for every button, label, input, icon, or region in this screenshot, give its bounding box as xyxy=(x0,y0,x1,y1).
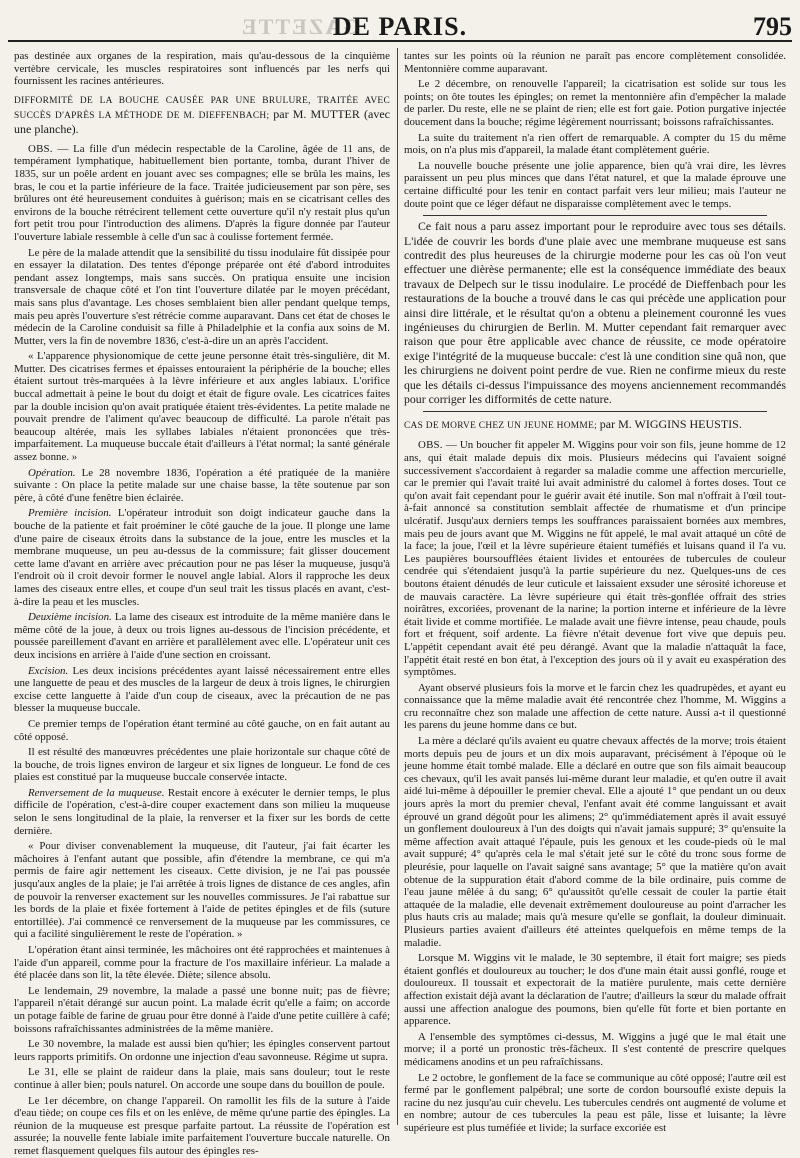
section-label: Renversement de la muqueuse. xyxy=(28,786,165,799)
paragraph-text: La lame des ciseaux est introduite de la même manière dans le même côté de la joue, à deux ou trois lignes au-dessous de l'incision précédente, et poussée pareillement d'avant en arrière et parallèlement avec elle. L'opérateur unit ces deux incisions en arrière à l'aide d'une section en croissant. xyxy=(14,611,391,661)
article-author: par M. MUTTER (avec une planche). xyxy=(14,106,390,136)
page-header xyxy=(8,14,792,42)
paragraph: La mère a déclaré qu'ils avaient eu quatre chevaux affectés de la morve; trois étaient morts depuis peu de jours et un dix mois auparavant, précisément à l'époque où le jeune homme était tombé malade. Elle a déclaré en outre que son fils aimait beaucoup ces chevaux, qu'il les avait pansés lui-même durant leur maladie, et qu'en outre il avait aidé lui-même à dépouiller le premier cheval. Elle a ajouté 1° que pendant un ou deux jours après la mort du premier cheval, l'enfant avait été comme languissant et avait éprouvé un grand dégoût pour les alimens; 2° qu'immédiatement après il avait essuyé un gonflement douloureux à l'un des doigts qui n'avait jamais suppuré; 3° qu'ensuite la même affection avait attaqué l'épaule, puis les genoux et les coude-pieds où le mal avait suppuré; 4° qu'après cela le mal s'était jeté sur le côté du tronc sous forme de pleurésie, pour laquelle on l'avait saigné sans avantage; 5° que la matière qu'on avait obtenue de la suppuration était d'abord comme de la bile ordinaire, puis comme de l'eau jaune mêlée à du sang; 6° qu'aussitôt qu'elle cessait de couler la partie était attaquée de la maladie, elle devenait extrêmement douloureuse au point d'arracher les plus hauts cris au malade; mais qu'à mesure qu'elle se gonflait, la douleur diminuait. Plusieurs parties avaient d'ailleurs été atteintes quelquefois en même temps de la maladie. xyxy=(404,735,786,949)
section-rule xyxy=(423,215,767,216)
paragraph xyxy=(14,787,390,837)
paragraph: Le père de la malade attendit que la sensibilité du tissu inodulaire fût dissipée pour en essayer la dilatation. Des tentes d'éponge préparée ont été d'abord introduites pendant assez longtemps, mais sans succès. On pratiqua ensuite une incision transversale de chaque côté et l'on tint l'ouverture dilatée par le moyen précédant, mais sans plus d'avantage. Les choses semblaient bien aller pendant quelque temps, mais peu après l'ouverture s'est rétrécie comme auparavant. Dans cet état de choses le médecin de la Caroline conduisit sa fille à Philadelphie et la confia aux soins de M. Mutter, vers la fin de novembre 1836, c'est-à-dire un an après l'accident. xyxy=(14,246,390,347)
paragraph-text: Restait encore à exécuter le dernier temps, le plus difficile de l'opération, c'est-à-dire couper exactement dans son milieu la muqueuse selon le sens longitudinal de la plaie, la renverser et la fixer sur les bords de cette dernière. xyxy=(14,786,390,837)
paragraph-text: — La fille d'un médecin respectable de la Caroline, âgée de 11 ans, de tempérament lymphatique, habituellement bien portante, tomba, durant l'hiver de 1835, sur un poêle ardent en jouant avec ses compagnes; elle se brûla les mains, les bras, le cou et la partie inférieure de la face. Traitée judicieusement par son père, ses brûlures ont été heureusement conduites à guérison; mais en se cicatrisant celles des environs de la bouche rétrécirent tellement cette ouverture qu'il n'y restait plus qu'un fort petit trou pour l'introduction des alimens. D'après la figure donnée par l'auteur l'ouverture labiale ressemble à celle d'un sac à coulisse fortement fermée. xyxy=(14,142,390,243)
section-label: Excision. xyxy=(28,664,69,677)
section-label: Deuxième incision. xyxy=(28,611,112,624)
commentary-paragraph: Ce fait nous a paru assez important pour le reproduire avec tous ses détails. L'idée de couvrir les bords d'une plaie avec une membrane muqueuse est sans contredit des plus heureuses de la chirurgie moderne pour les cas où l'on veut effectuer une dièrèse permanente; elle est la conséquence immédiate des beaux travaux de Delpech sur le tissu inodulaire. Le procédé de Dieffenbach pour les restaurations de la bouche a trouvé dans le cas qui précède une application pour ainsi dire littérale, et le résultat qu'on a obtenu a pleinement couronné les vues ingénieuses du chirurgien de Berlin. M. Mutter cependant fait remarquer avec raison que pour être applicable avec chance de réussite, ce mode opératoire exige l'intégrité de la muqueuse buccale: c'est là une condition sine quâ non, que les chirurgiens ne doivent point perdre de vue. Rien ne confirme mieux du reste que les détails ci-dessus l'impuissance des moyens anciennement recommandés pour corriger les difformités de cette nature. xyxy=(404,219,786,406)
paragraph: Ayant observé plusieurs fois la morve et le farcin chez les quadrupèdes, et ayant eu connaissance que la même maladie avait été rencontrée chez l'homme, M. Wiggins a cru reconnaître chez son malade une affection de cette nature. Aussi a-t il questionné les parens du jeune homme dans ce but. xyxy=(404,681,786,732)
paragraph: Ce premier temps de l'opération étant terminé au côté gauche, on en fait autant au côté opposé. xyxy=(14,717,390,743)
paragraph xyxy=(14,467,390,505)
paragraph: Le 31, elle se plaint de raideur dans la plaie, mais sans douleur; tout le reste continue à aller bien; pouls naturel. On accorde une soupe dans du bouillon de poule. xyxy=(14,1066,390,1091)
paragraph xyxy=(14,143,390,244)
paragraph: La nouvelle bouche présente une jolie apparence, bien qu'à vrai dire, les lèvres paraissent un peu plus minces que dans l'état naturel, et que la malade éprouve une certaine difficulté pour les tenir en contact parfait vers leur milieu; mais l'auteur ne doute point que ce léger défaut ne disparaisse complètement avec le temps. xyxy=(404,159,786,210)
paragraph xyxy=(14,665,390,715)
paragraph-text: Les deux incisions précédentes ayant laissé nécessairement entre elles une languette de peau et des muscles de la largeur de deux à trois lignes, le chirurgien excise cette languette à l'aide d'un coup de ciseaux, avec la précaution de ne pas blesser la muqueuse buccale. xyxy=(14,664,390,715)
section-label: Opération. xyxy=(28,466,76,479)
column-divider xyxy=(397,48,398,1125)
obs-label: OBS. xyxy=(28,142,53,155)
paragraph: « L'apparence physionomique de cette jeune personne était très-singulière, dit M. Mutter. Des cicatrises fermes et épaisses entouraient la périphérie de la bouche; elles étaient surtout très-marquées à la lèvre inférieure et aux angles labiaux. L'orifice buccal admettait à peine le bout du doigt et était de figure ovale. Les cicatrices faites par la double incision qu'on avait pratiquée étaient très-évidentes. La petite malade ne pouvait prendre de l'aliment qu'avec beaucoup de difficulté. La parole n'était pas beaucoup altérée, mais les syllabes labiales n'étaient prononcées que très-imparfaitement. La muqueuse buccale était d'ailleurs à l'état normal; la santé générale assez bonne. » xyxy=(14,350,390,464)
paragraph: L'opération étant ainsi terminée, les mâchoires ont été rapprochées et maintenues à l'aide d'un appareil, comme pour la fracture de l'os maxillaire inférieur. La malade a été placée dans son lit, la tête élevée. Diète; silence absolu. xyxy=(14,944,390,982)
article-title xyxy=(14,94,390,137)
paragraph xyxy=(404,439,786,678)
article-title xyxy=(404,418,786,433)
paragraph: Le lendemain, 29 novembre, la malade a passé une bonne nuit; pas de fièvre; l'appareil n'était dérangé sur aucun point. La malade écrit qu'elle a faim; on accorde un potage faible de farine de gruau pour être donné à l'aide d'une petite cuillère à café; boissons rafraîchissantes administrées de la même manière. xyxy=(14,984,390,1035)
page-number: 795 xyxy=(753,12,792,41)
paragraph xyxy=(14,611,390,661)
section-rule xyxy=(423,411,767,412)
paragraph: tantes sur les points où la réunion ne paraît pas encore complètement consolidée. Mentonnière comme auparavant. xyxy=(404,50,786,75)
paragraph: Lorsque M. Wiggins vit le malade, le 30 septembre, il était fort maigre; ses pieds étaient gonflés et douloureux au toucher; le dos d'une main était aussi gonflé, rouge et douloureux. Il toussait et expectorait de la matière purulente, mais cette dernière affection existait déjà avant la déclaration de l'autre; d'ailleurs la sœur du malade offrait aussi une affection analogue des poumons, bien qu'elle fût forte et bien portante en apparence. xyxy=(404,952,786,1028)
paragraph: A l'ensemble des symptômes ci-dessus, M. Wiggins a jugé que le mal était une morve; il a porté un pronostic très-fâcheux. Il s'est contenté de prescrire quelques médicamens anodins et un peu rafraîchissans. xyxy=(404,1030,786,1068)
article-author: par M. WIGGINS HEUSTIS. xyxy=(599,417,742,432)
left-column xyxy=(14,50,391,1157)
paragraph xyxy=(14,507,390,608)
paragraph-text: Le 28 novembre 1836, l'opération a été pratiquée de la manière suivante : On place la petite malade sur une chaise basse, la tête soutenue par son père, à côté d'une fenêtre bien éclairée. xyxy=(14,466,390,504)
paragraph: La suite du traitement n'a rien offert de remarquable. A compter du 15 du même mois, on n'a plus mis d'appareil, la malade étant complètement guérie. xyxy=(404,131,786,157)
paragraph: Il est résulté des manœuvres précédentes une plaie horizontale sur chaque côté de la bouche, de trois lignes environ de largeur et six lignes de longueur. Le fond de ces plaies est constitué par la muqueuse buccale conservée intacte. xyxy=(14,746,390,784)
section-label: Première incision. xyxy=(28,507,112,520)
bleed-through-title: GAZETTE xyxy=(240,14,361,39)
paragraph: « Pour diviser convenablement la muqueuse, dit l'auteur, j'ai fait écarter les mâchoires à l'enfant autant que possible, afin d'étendre la membrane, ce qui m'a permis de faire agir nettement les ciseaux. Cette division, je ne l'ai pas poussée jusqu'aux angles de la plaie; je l'ai arrêtée à trois lignes de distance de ces angles, afin de pouvoir la renverser exactement sur les nouvelles commissures. Je l'ai rabattue sur les bords de la plaie et fixée fortement à l'aide de petites épingles et de fils (suture entortillée). J'ai commencé ce renversement de la muqueuse par les commissures, ce qui a facilité singulièrement le reste de l'opération. » xyxy=(14,840,390,941)
running-title: DE PARIS. xyxy=(332,12,468,41)
obs-label: OBS. xyxy=(418,439,443,452)
paragraph: Le 2 décembre, on renouvelle l'appareil; la cicatrisation est solide sur tous les points; on ôte toutes les épingles; on remet la mentonnière afin d'empêcher la malade de parler. Du reste, elle ne se plaint de rien; elle est fort gaie. Potion purgative injectée doucement dans la bouche; régime légèrement nourrissant; boissons rafraîchissantes. xyxy=(404,78,786,128)
right-column xyxy=(404,50,786,1134)
paragraph-text: L'opérateur introduit son doigt indicateur gauche dans la bouche de la patiente et fait proéminer le côté gauche de la joue. Il plonge une lame d'une paire de ciseaux étroits dans la substance de la joue, entre les muscles et la membrane muqueuse, un peu au-dessus de la commissure; fait glisser doucement cette lame d'avant en arrière avec précaution pour ne pas léser la muqueuse, jusqu'à l'endroit où il croit devoir former le nouvel angle labial. Alors il rapproche les deux lames des ciseaux entre elles, et coupe d'un seul trait les tissus placés en avant, c'est-à-dire la peau et les muscles. xyxy=(14,507,390,608)
paragraph: Le 30 novembre, la malade est aussi bien qu'hier; les épingles conservent partout leurs rapports primitifs. On ordonne une injection d'eau savonneuse. Régime ut supra. xyxy=(14,1038,390,1063)
paragraph: pas destinée aux organes de la respiration, mais qu'au-dessous de la cinquième vertèbre cervicale, les muscles respiratoires sont influencés par les nerfs qui fournissent les racines antérieures. xyxy=(14,50,390,88)
article-title-text: DIFFORMITÉ DE LA BOUCHE CAUSÉE PAR UNE BRULURE, TRAITÉE AVEC SUCCÈS D'APRÈS LA MÉTHODE DE M. DIEFFENBACH; xyxy=(14,95,390,121)
paragraph-text: — Un boucher fit appeler M. Wiggins pour voir son fils, jeune homme de 12 ans, qui était malade depuis dix mois. Plusieurs médecins qui l'avaient soigné successivement s'accordaient à regarder sa maladie comme une affection mercurielle, car le premier qui l'avait traité lui avait administré du calomel à fortes doses. Tout ce qu'on avait fait cependant pour le guérir avait été inutile. Son mal n'offrait à l'œil tout-à-fait annoncé sa constitution semblait affectée de rhumatisme et d'un principe ulcératif. Jusqu'aux derniers temps les souffrances paraissaient bornées aux membres, mais peu de jours avant que M. Wiggins ne fût appelé, le mal avait attaqué un côté de la face; la joue, l'œil et la lèvre supérieure étaient tuméfiés et luisans quand il l'a vu. Les paupières boursoufflées étaient livides et entourées de tubercules de couleur cendrée qui s'étendaient jusqu'à la partie supérieure du nez. Quelques-uns de ces boutons étaient dénudés de leur cuticule et laissaient exsuder une sérosité ichoreuse et de mauvais caractère. La lèvre supérieure qui était très-gonflée offrait des stries noirâtres, excoriées, provenant de la narine; la portion interne et inférieure de la lèvre était livide et comme mortifiée. Le malade avait une fièvre intense, peau chaude, pouls fort et fréquent, soif ardente. La fièvre n'était devenue fort vive que depuis peu. L'appétit cependant avait été peu dérangé. Avant que la maladie n'attaquât la face, l'appétit était resté en bon état, à l'exception des jours où il y avait eu exaspération des symptômes. xyxy=(404,439,786,679)
paragraph: Le 1er décembre, on change l'appareil. On ramollit les fils de la suture à l'aide d'eau tiède; on coupe ces fils et on les enlève, de même qu'une partie des épingles. La réunion de la muqueuse est presque parfaite partout. La réussite de l'opération est assurée; la nouvelle fente labiale imite parfaitement l'ouverture buccale naturelle. On remet flasquement quelques fils autour des épingles res- xyxy=(14,1094,390,1157)
article-title-text: CAS DE MORVE CHEZ UN JEUNE HOMME; xyxy=(404,421,598,432)
paragraph: Le 2 octobre, le gonflement de la face se communique au côté opposé; l'autre œil est fermé par le gonflement palpébral; une sorte de cordon boursouflé existe depuis la racine du nez jusqu'au cuir chevelu. Les tubercules cendrés ont augmenté de volume et en nombre; autour de ces tubercules la peau est pâle, lisse et luisante; la lèvre supérieure est plus tuméfiée et livide; la surface excoriée est xyxy=(404,1071,786,1134)
